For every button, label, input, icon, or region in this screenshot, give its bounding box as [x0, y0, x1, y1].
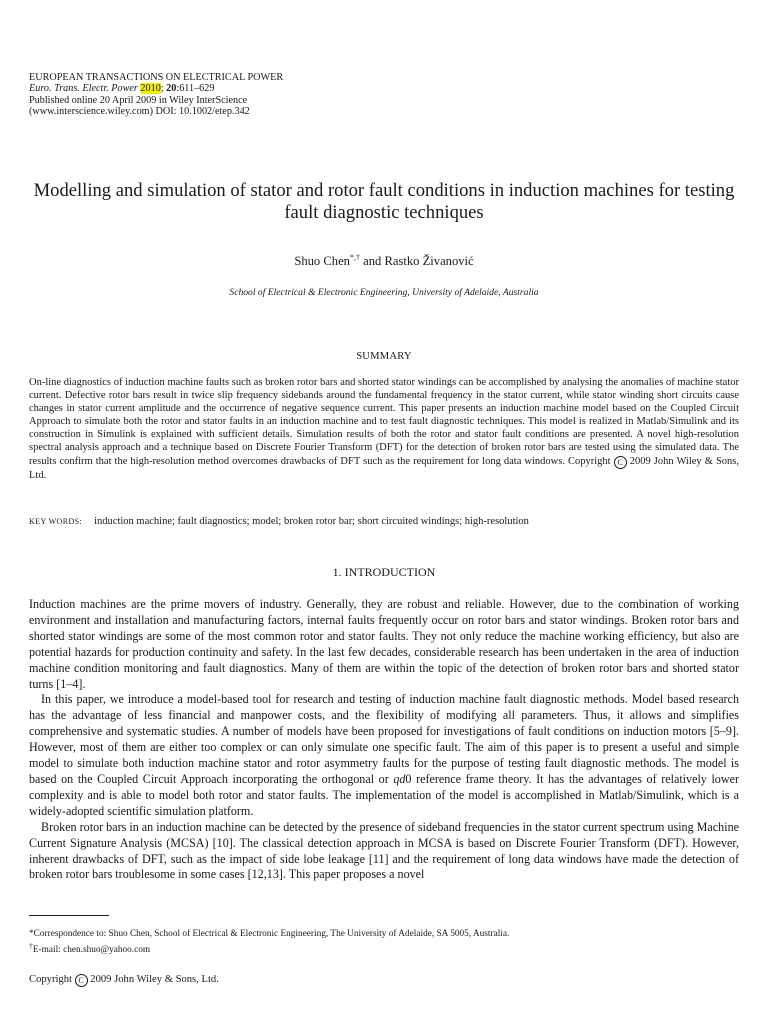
- journal-name: EUROPEAN TRANSACTIONS ON ELECTRICAL POWER: [29, 72, 284, 83]
- author-1-marks: *,†: [349, 253, 360, 262]
- paper-title: Modelling and simulation of stator and rotor fault conditions in induction machines for testing fault diagnostic techniques: [33, 180, 735, 223]
- page-copyright: Copyright C 2009 John Wiley & Sons, Ltd.: [29, 974, 219, 985]
- author-conjunction: and: [359, 254, 385, 269]
- intro-paragraph-2: In this paper, we introduce a model-based tool for research and testing of induction machine fault diagnostic methods. Model based research has the advantage of less financial and manpower costs, and the flexibility of modifying all parameters. Thus, it allows and simplifies comprehensive and systematic studies. A number of models have been proposed for investigations of fault conditions on induction motors [5–9]. However, most of them are either too complex or can only simulate one specific fault. The aim of this paper is to present a useful and simple model to simulate both induction machine stator and rotor asymmetry faults for the purpose of testing fault diagnostic methods. The model is based on the Coupled Circuit Approach incorporating the orthogonal or qd0 reference frame theory. It has the advantages of relatively lower complexity and is able to model both rotor and stator faults. The implementation of the model is accomplished in Matlab/Simulink, which is a widely-adopted scientific simulation platform.: [29, 692, 739, 818]
- citation-volume: 20: [166, 83, 177, 95]
- keywords: [29, 516, 739, 527]
- introduction-body: [29, 597, 739, 883]
- summary-text: [29, 376, 739, 482]
- keywords-label: KEY WORDS:: [29, 517, 83, 526]
- journal-header: [29, 72, 489, 118]
- intro-paragraph-1: Induction machines are the prime movers of industry. Generally, they are robust and reliable. However, due to the combination of working environment and installation and manufacturing factors, internal faults frequently occur on rotor bars and stator windings. Broken rotor bars and shorted stator windings are some of the most common rotor and stator faults. They not only reduce the machine working efficiency, but also are potential hazards for production continuity and safety. In the last few decades, considerable research has been undertaken in the area of induction machine condition monitoring and fault diagnostics. Many of them are within the topic of the detection of broken rotor bars and shorted stator turns [1–4].: [29, 597, 739, 691]
- footnote-correspondence: *Correspondence to: Shuo Chen, School of Electrical & Electronic Engineering, The University of Adelaide, SA 5005, Australia.: [29, 929, 510, 939]
- footnote-email: †E-mail: chen.shuo@yahoo.com: [29, 941, 151, 956]
- journal-citation: Euro. Trans. Electr. Power 2010; 20:611–629: [29, 83, 215, 95]
- summary-heading: SUMMARY: [356, 351, 412, 362]
- qd-italic: qd: [393, 771, 406, 786]
- citation-year-highlight: 2010: [140, 83, 161, 95]
- summary-copyright: 2009 John Wiley & Sons, Ltd.: [29, 455, 739, 481]
- footnote-rule: [29, 915, 109, 916]
- section-heading-introduction: 1. INTRODUCTION: [332, 565, 436, 579]
- doi-line: (www.interscience.wiley.com) DOI: 10.1002/etep.342: [29, 106, 250, 118]
- intro-paragraph-3: Broken rotor bars in an induction machine can be detected by the presence of sideband frequencies in the stator current spectrum using Machine Current Signature Analysis (MCSA) [10]. The classical detection approach in MCSA is based on Discrete Fourier Transform (DFT). However, inherent drawbacks of DFT, such as the impact of side lobe leakage [11] and the requirement of long data windows have made the detection of broken rotor bars troublesome in some cases [12,13]. This paper proposes a novel: [29, 819, 739, 882]
- copyright-symbol: C: [75, 974, 88, 987]
- keywords-text: induction machine; fault diagnostics; model; broken rotor bar; short circuited windings; high-resolution: [94, 516, 529, 527]
- author-line: [30, 253, 738, 269]
- author-2: Rastko Živanović: [384, 254, 474, 269]
- citation-pages: :611–629: [176, 83, 215, 95]
- summary-body: On-line diagnostics of induction machine faults such as broken rotor bars and shorted stator windings can be accomplished by analysing the anomalies of machine stator current. Defective rotor bars result in twice slip frequency sidebands around the fundamental frequency in the stator current, while stator winding short circuits cause changes in stator current amplitude and the occurrence of negative sequence current. This paper presents an induction machine model based on the Coupled Circuit Approach to simulate both the rotor and stator faults in an induction machine and to test fault diagnostic techniques. This model is realized in Matlab/Simulink and its construction in Simulink is explained with sufficient details. Simulation results of both the rotor and stator fault conditions are presented. A novel high-resolution spectral analysis approach and a technique based on Discrete Fourier Transform (DFT) for the detection of broken rotor bars are tested using the simulated data. The results confirm that the high-resolution method overcomes drawbacks of DFT such as the requirement for long data windows. Copyright: [29, 377, 739, 467]
- footnotes: [29, 928, 739, 956]
- published-line: Published online 20 April 2009 in Wiley InterScience: [29, 94, 248, 106]
- copyright-symbol: C: [614, 456, 627, 469]
- author-1: Shuo Chen: [294, 254, 350, 269]
- affiliation: School of Electrical & Electronic Engineering, University of Adelaide, Australia: [229, 287, 539, 298]
